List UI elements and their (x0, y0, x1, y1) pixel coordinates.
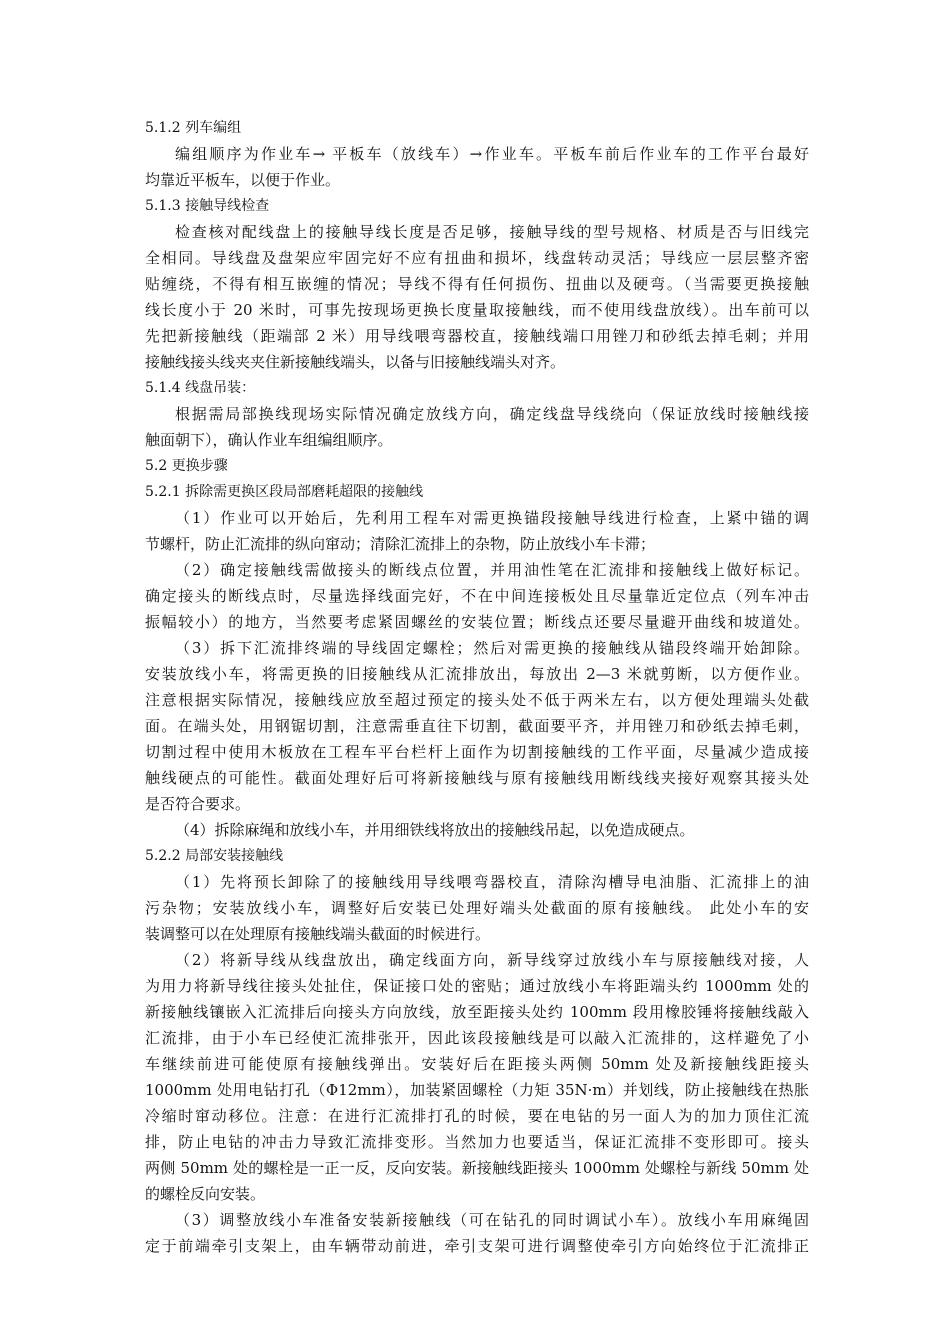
text-line: 污杂物；安装放线小车，调整好后安装已处理好端头处截面的原有接触线。 此处小车的安 (145, 899, 809, 917)
text-line: （1）先将预长卸除了的接触线用导线喂弯器校直，清除沟槽导电油脂、汇流排上的油 (175, 873, 809, 891)
text-line: 装调整可以在处理原有接触线端头截面的时候进行。 (145, 925, 491, 943)
text-line: 先把新接触线（距端部 2 米）用导线喂弯器校直，接触线端口用锉刀和砂纸去掉毛刺；并用 (145, 327, 809, 345)
text-line: 线长度小于 20 米时，可事先按现场更换长度量取接触线，而不使用线盘放线）。出车前可以 (145, 301, 809, 319)
text-line: 排，防止电钻的冲击力导致汇流排变形。当然加力也要适当，保证汇流排不变形即可。接头 (145, 1133, 809, 1151)
text-line: 的螺栓反向安装。 (145, 1185, 266, 1203)
text-line: 1000mm 处用电钻打孔（Φ12mm），加装紧固螺栓（力矩 35N·m）并划线，防止接触线在热胀 (145, 1081, 809, 1099)
text-line: 定于前端牵引支架上，由车辆带动前进，牵引支架可进行调整使牵引方向始终位于汇流排正 (145, 1237, 809, 1255)
text-line: 贴缠绕，不得有相互嵌缠的情况；导线不得有任何损伤、扭曲以及硬弯。（当需要更换接触 (145, 275, 809, 293)
text-line: 两侧 50mm 处的螺栓是一正一反，反向安装。新接触线距接头 1000mm 处螺栓与新线 50mm 处 (145, 1159, 809, 1177)
text-line: 根据需局部换线现场实际情况确定放线方向，确定线盘导线绕向（保证放线时接触线接 (175, 405, 809, 423)
text-line: 全相同。导线盘及盘架应牢固完好不应有扭曲和损坏，线盘转动灵活；导线应一层层整齐密 (145, 249, 809, 267)
text-line: 为用力将新导线往接头处扯住，保证接口处的密贴；通过放线小车将距端头约 1000mm 处的 (145, 977, 809, 995)
document-body (145, 115, 809, 1259)
text-line: 是否符合要求。 (145, 795, 251, 813)
section-heading: 5.2.2 局部安装接触线 (145, 848, 284, 864)
text-line: 汇流排，由于小车已经使汇流排张开，因此该段接触线是可以敲入汇流排的，这样避免了小 (145, 1029, 809, 1047)
text-line: 面。在端头处，用钢锯切割，注意需垂直往下切割，截面要平齐，并用锉刀和砂纸去掉毛刺， (145, 717, 809, 735)
text-line: （3）拆下汇流排终端的导线固定螺栓；然后对需更换的接触线从锚段终端开始卸除。 (175, 639, 809, 657)
text-line: 检查核对配线盘上的接触导线长度是否足够，接触导线的型号规格、材质是否与旧线完 (175, 223, 809, 241)
text-line: 冷缩时窜动移位。注意：在进行汇流排打孔的时候，要在电钻的另一面人为的加力顶住汇流 (145, 1107, 809, 1125)
text-line: 注意根据实际情况，接触线应放至超过预定的接头处不低于两米左右，以方便处理端头处截 (145, 691, 809, 709)
text-line: 确定接头的断线点时，尽量选择线面完好，不在中间连接板处且尽量靠近定位点（列车冲击 (145, 587, 809, 605)
text-line: 切割过程中使用木板放在工程车平台栏杆上面作为切割接触线的工作平面，尽量减少造成接 (145, 743, 809, 761)
text-line: 触面朝下），确认作业车组编组顺序。 (145, 431, 393, 449)
section-heading: 5.1.3 接触导线检查 (145, 198, 270, 214)
text-line: 车继续前进可能使原有接触线弹出。安装好后在距接头两侧 50mm 处及新接触线距接头 (145, 1055, 809, 1073)
text-line: （2）确定接触线需做接头的断线点位置，并用油性笔在汇流排和接触线上做好标记。 (175, 561, 809, 579)
section-heading: 5.2 更换步骤 (145, 458, 228, 474)
text-line: 节螺杆，防止汇流排的纵向窜动；清除汇流排上的杂物，防止放线小车卡滞； (145, 535, 656, 553)
text-line: 新接触线镶嵌入汇流排后向接头方向放线，放至距接头处约 100mm 段用橡胶锤将接触线敲入 (145, 1003, 809, 1021)
section-heading: 5.2.1 拆除需更换区段局部磨耗超限的接触线 (145, 484, 424, 500)
text-line: 触线硬点的可能性。截面处理好后可将新接触线与原有接触线用断线线夹接好观察其接头处 (145, 769, 809, 787)
text-line: （1）作业可以开始后，先利用工程车对需更换锚段接触导线进行检查，上紧中锚的调 (175, 509, 809, 527)
text-line: 均靠近平板车，以便于作业。 (145, 171, 341, 189)
text-line: （4）拆除麻绳和放线小车，并用细铁线将放出的接触线吊起，以免造成硬点。 (175, 821, 695, 839)
text-line: 接触线接头线夹夹住新接触线端头，以备与旧接触线端头对齐。 (145, 353, 566, 371)
text-line: （2）将新导线从线盘放出，确定线面方向，新导线穿过放线小车与原接触线对接，人 (175, 951, 809, 969)
section-heading: 5.1.4 线盘吊装： (145, 380, 256, 396)
section-heading: 5.1.2 列车编组 (145, 120, 242, 136)
text-line: （3）调整放线小车准备安装新接触线（可在钻孔的同时调试小车）。放线小车用麻绳固 (175, 1211, 809, 1229)
text-line: 编组顺序为作业车→ 平板车（放线车）→作业车。平板车前后作业车的工作平台最好 (175, 145, 809, 163)
text-line: 安装放线小车，将需更换的旧接触线从汇流排放出，每放出 2—3 米就剪断，以方便作业。 (145, 665, 809, 683)
text-line: 振幅较小）的地方，当然要考虑紧固螺丝的安装位置；断线点还要尽量避开曲线和坡道处。 (145, 613, 809, 631)
